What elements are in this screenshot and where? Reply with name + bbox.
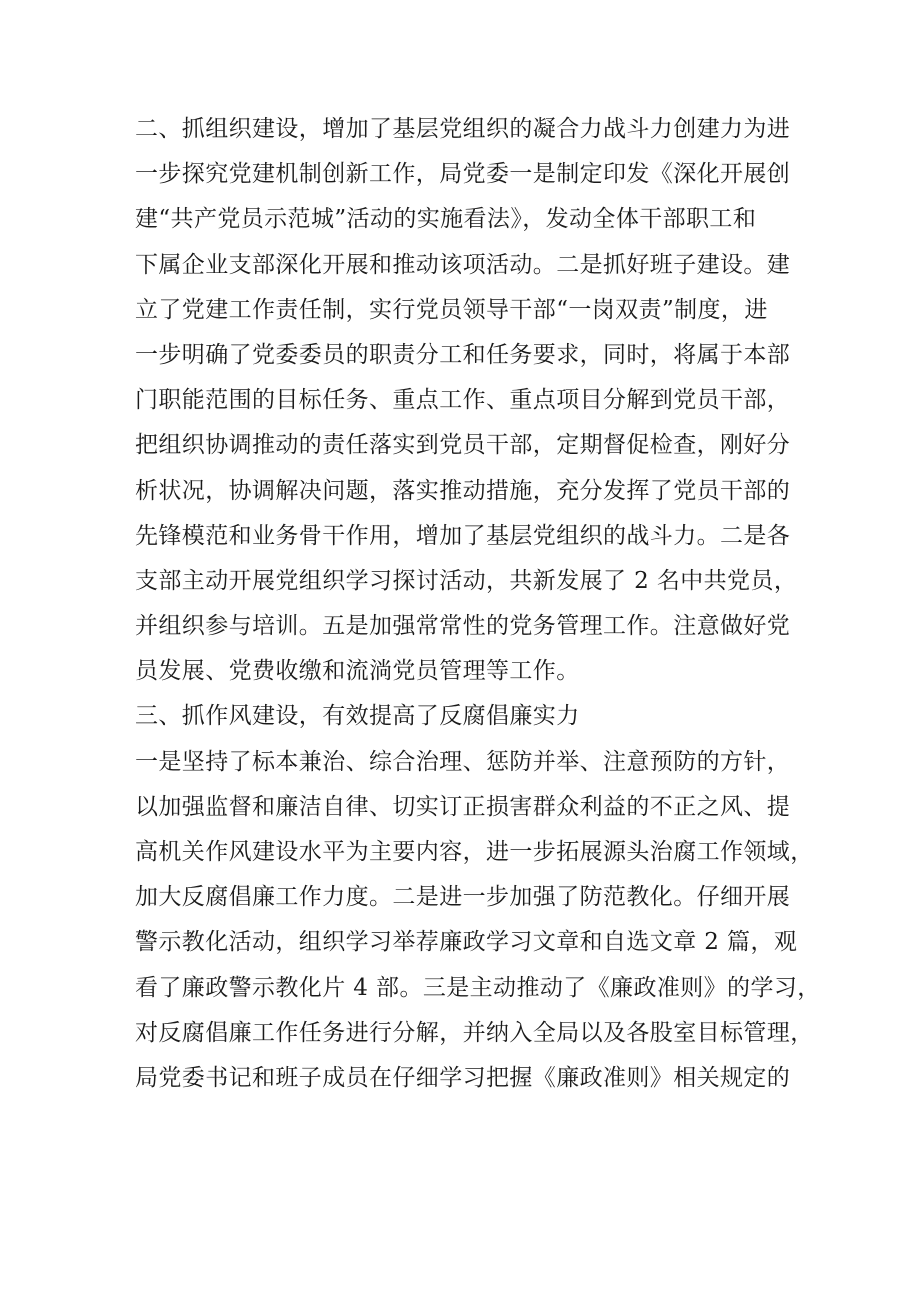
text-line-21: 对反腐倡廉工作任务进行分解，并纳入全局以及各股室目标管理， <box>135 1019 814 1046</box>
text-line-10: 先锋模范和业务骨干作用，增加了基层党组织的战斗力。二是各 <box>135 522 791 549</box>
text-line-17: 高机关作风建设水平为主要内容，进一步拓展源头治腐工作领域， <box>135 839 814 865</box>
text-line-18: 加大反腐倡廉工作力度。二是进一步加强了防范教化。仔细开展 <box>135 884 791 911</box>
text-line-19: 警示教化活动，组织学习举荐廉政学习文章和自选文章 2 篇，观 <box>135 929 798 956</box>
text-line-22: 局党委书记和班子成员在仔细学习把握《廉政准则》相关规定的 <box>135 1064 791 1091</box>
text-line-2: 一步探究党建机制创新工作，局党委一是制定印发《深化开展创 <box>135 161 791 188</box>
text-line-7: 门职能范围的目标任务、重点工作、重点项目分解到党员干部， <box>135 387 791 414</box>
text-line-20: 看了廉政警示教化片 4 部。三是主动推动了《廉政准则》的学习， <box>135 974 821 1001</box>
text-line-16: 以加强监督和廉洁自律、切实订正损害群众利益的不正之风、提 <box>135 793 791 820</box>
text-line-5: 立了党建工作责任制，实行党员领导干部“一岗双责”制度，进 <box>135 296 768 323</box>
text-line-4: 下属企业支部深化开展和推动该项活动。二是抓好班子建设。建 <box>135 251 791 278</box>
document-body <box>135 107 821 1101</box>
text-line-11: 支部主动开展党组织学习探讨活动，共新发展了 2 名中共党员， <box>135 567 798 594</box>
section-heading: 三、抓作风建设，有效提高了反腐倡廉实力 <box>135 703 580 730</box>
text-line-13: 员发展、党费收缴和流淌党员管理等工作。 <box>135 658 580 685</box>
text-line-8: 把组织协调推动的责任落实到党员干部，定期督促检查，刚好分 <box>135 432 791 459</box>
text-line-9: 析状况，协调解决问题，落实推动措施，充分发挥了党员干部的 <box>135 477 791 504</box>
text-line-12: 并组织参与培训。五是加强常常性的党务管理工作。注意做好党 <box>135 613 791 640</box>
text-line-1: 二、抓组织建设，增加了基层党组织的凝合力战斗力创建力为进 <box>135 116 791 142</box>
text-line-3: 建“共产党员示范城”活动的实施看法》，发动全体干部职工和 <box>135 206 757 233</box>
text-line-6: 一步明确了党委委员的职责分工和任务要求，同时，将属于本部 <box>135 341 791 368</box>
text-line-15: 一是坚持了标本兼治、综合治理、惩防并举、注意预防的方针， <box>135 748 791 775</box>
